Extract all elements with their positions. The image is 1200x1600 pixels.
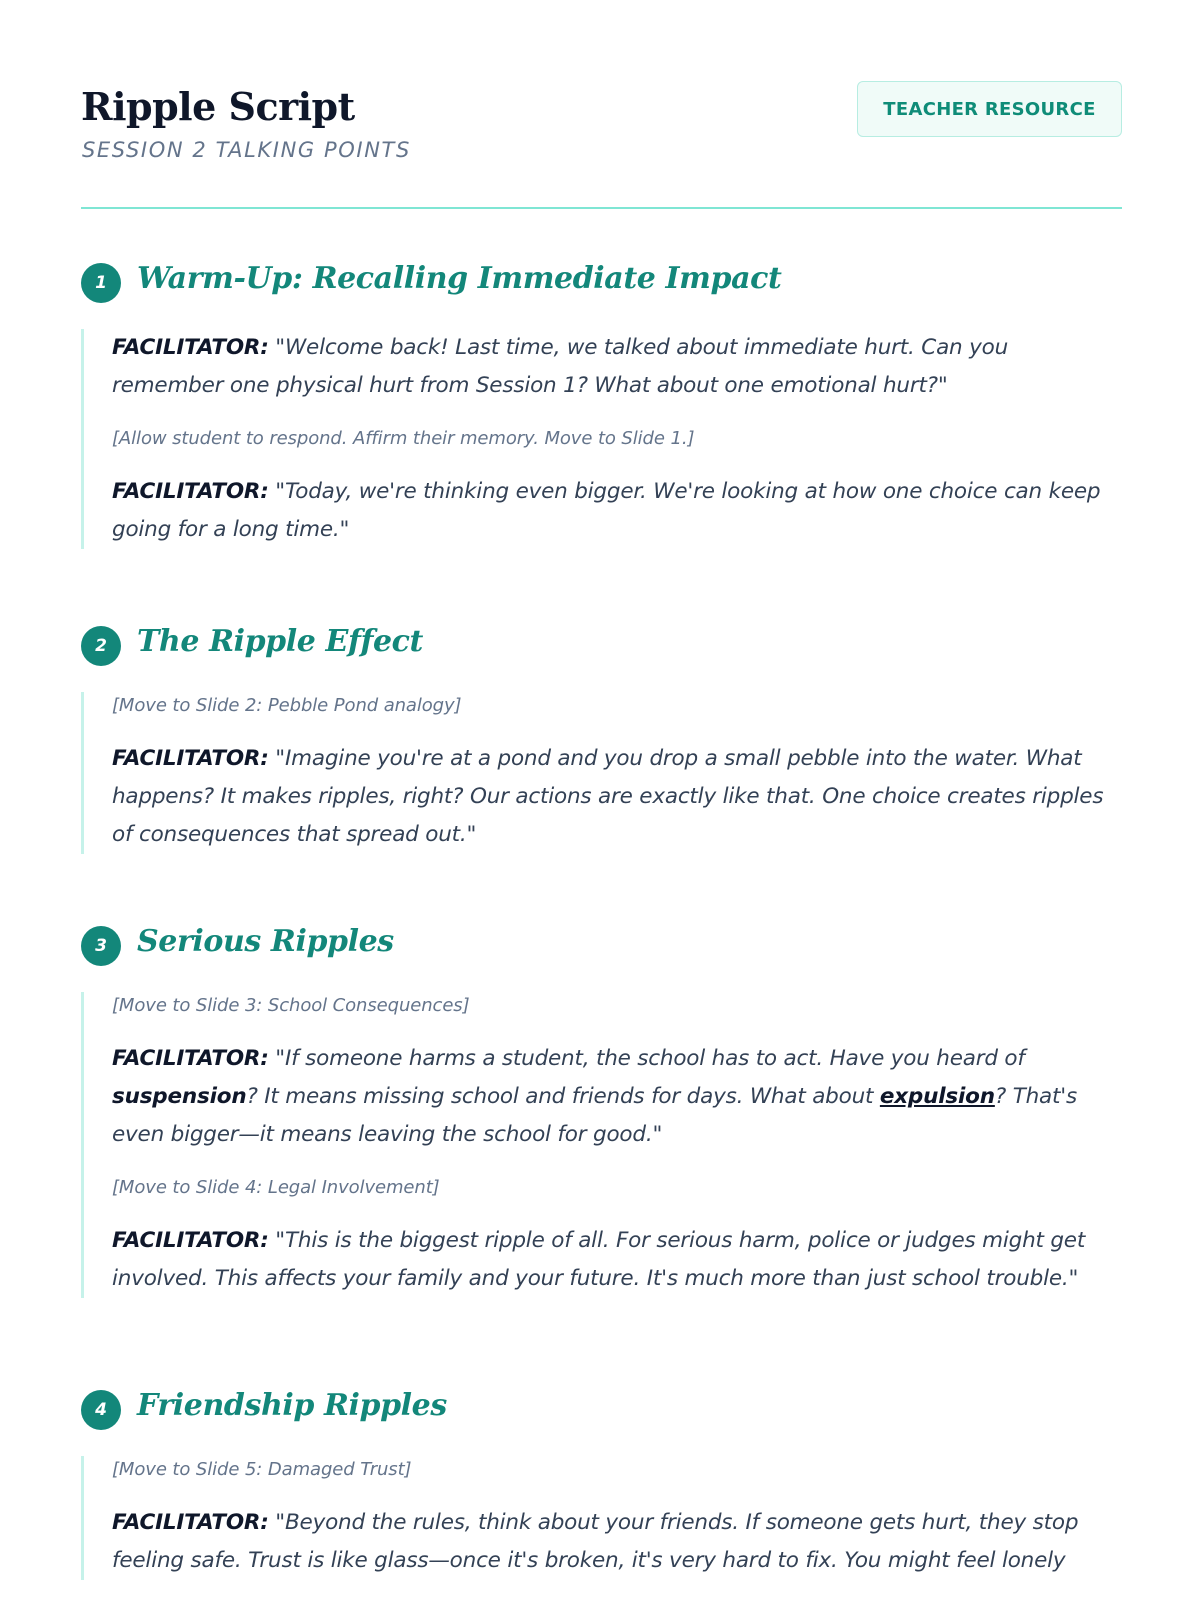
dialogue-text: ? It means missing school and friends for days. What about [246,1084,874,1109]
section-number-badge: 3 [81,926,121,966]
speaker-label: FACILITATOR: [112,746,269,771]
section-title: Serious Ripples [137,924,394,959]
dialogue-text: "If someone harms a student, the school has to act. Have you heard of [275,1046,1025,1071]
section-title: Friendship Ripples [137,1388,447,1423]
stage-direction: [Move to Slide 3: School Consequences] [112,995,470,1016]
dialogue-text: "This is the biggest ripple of all. For serious harm, police or judges might get involved. This affects your family and your future. It's much more than just school trouble." [112,1228,1086,1291]
facilitator-line [112,740,1122,854]
document-header [81,84,1122,209]
section-title: The Ripple Effect [137,624,423,659]
dialogue-text: "Welcome back! Last time, we talked about immediate hurt. Can you remember one physical hurt from Session 1? What about one emotional hurt?" [112,335,1009,398]
page-subtitle: SESSION 2 TALKING POINTS [82,138,411,162]
section-heading [81,926,1122,968]
section-serious-ripples [81,926,1122,1298]
facilitator-line [112,1040,1122,1154]
script-block [81,992,1122,1298]
script-block [81,1456,1122,1580]
teacher-resource-badge: TEACHER RESOURCE [857,81,1122,137]
facilitator-line [112,329,1122,405]
page-title: Ripple Script [81,84,355,129]
section-title: Warm-Up: Recalling Immediate Impact [137,261,782,296]
term-suspension: suspension [112,1084,247,1109]
facilitator-line [112,1504,1122,1580]
script-block [81,329,1122,549]
speaker-label: FACILITATOR: [112,1046,269,1071]
section-number-badge: 2 [81,626,121,666]
section-heading [81,626,1122,668]
stage-direction: [Move to Slide 5: Damaged Trust] [112,1459,412,1480]
dialogue-text: ? That's even bigger—it means leaving the school for good." [112,1084,1077,1147]
document-page [81,0,1122,1600]
stage-direction: [Move to Slide 2: Pebble Pond analogy] [112,695,462,716]
stage-direction: [Allow student to respond. Affirm their memory. Move to Slide 1.] [112,428,695,449]
section-warm-up [81,263,1122,549]
speaker-label: FACILITATOR: [112,479,269,504]
script-block [81,692,1122,854]
facilitator-line [112,1222,1122,1298]
term-expulsion: expulsion [879,1084,995,1109]
stage-direction: [Move to Slide 4: Legal Involvement] [112,1177,440,1198]
dialogue-text: "Today, we're thinking even bigger. We're looking at how one choice can keep going for a long time." [112,479,1101,542]
section-heading [81,263,1122,305]
section-number-badge: 4 [81,1390,121,1430]
section-heading [81,1390,1122,1432]
facilitator-line [112,473,1122,549]
section-ripple-effect [81,626,1122,854]
dialogue-text: "Imagine you're at a pond and you drop a small pebble into the water. What happens? It makes ripples, right? Our actions are exactly like that. One choice creates ripples of consequences that spread out." [112,746,1104,847]
section-number-badge: 1 [81,263,121,303]
dialogue-text: "Beyond the rules, think about your friends. If someone gets hurt, they stop feeling safe. Trust is like glass—once it's broken, it's very hard to fix. You might feel lonely [112,1510,1079,1573]
speaker-label: FACILITATOR: [112,1228,269,1253]
speaker-label: FACILITATOR: [112,335,269,360]
speaker-label: FACILITATOR: [112,1510,269,1535]
section-friendship-ripples [81,1390,1122,1580]
